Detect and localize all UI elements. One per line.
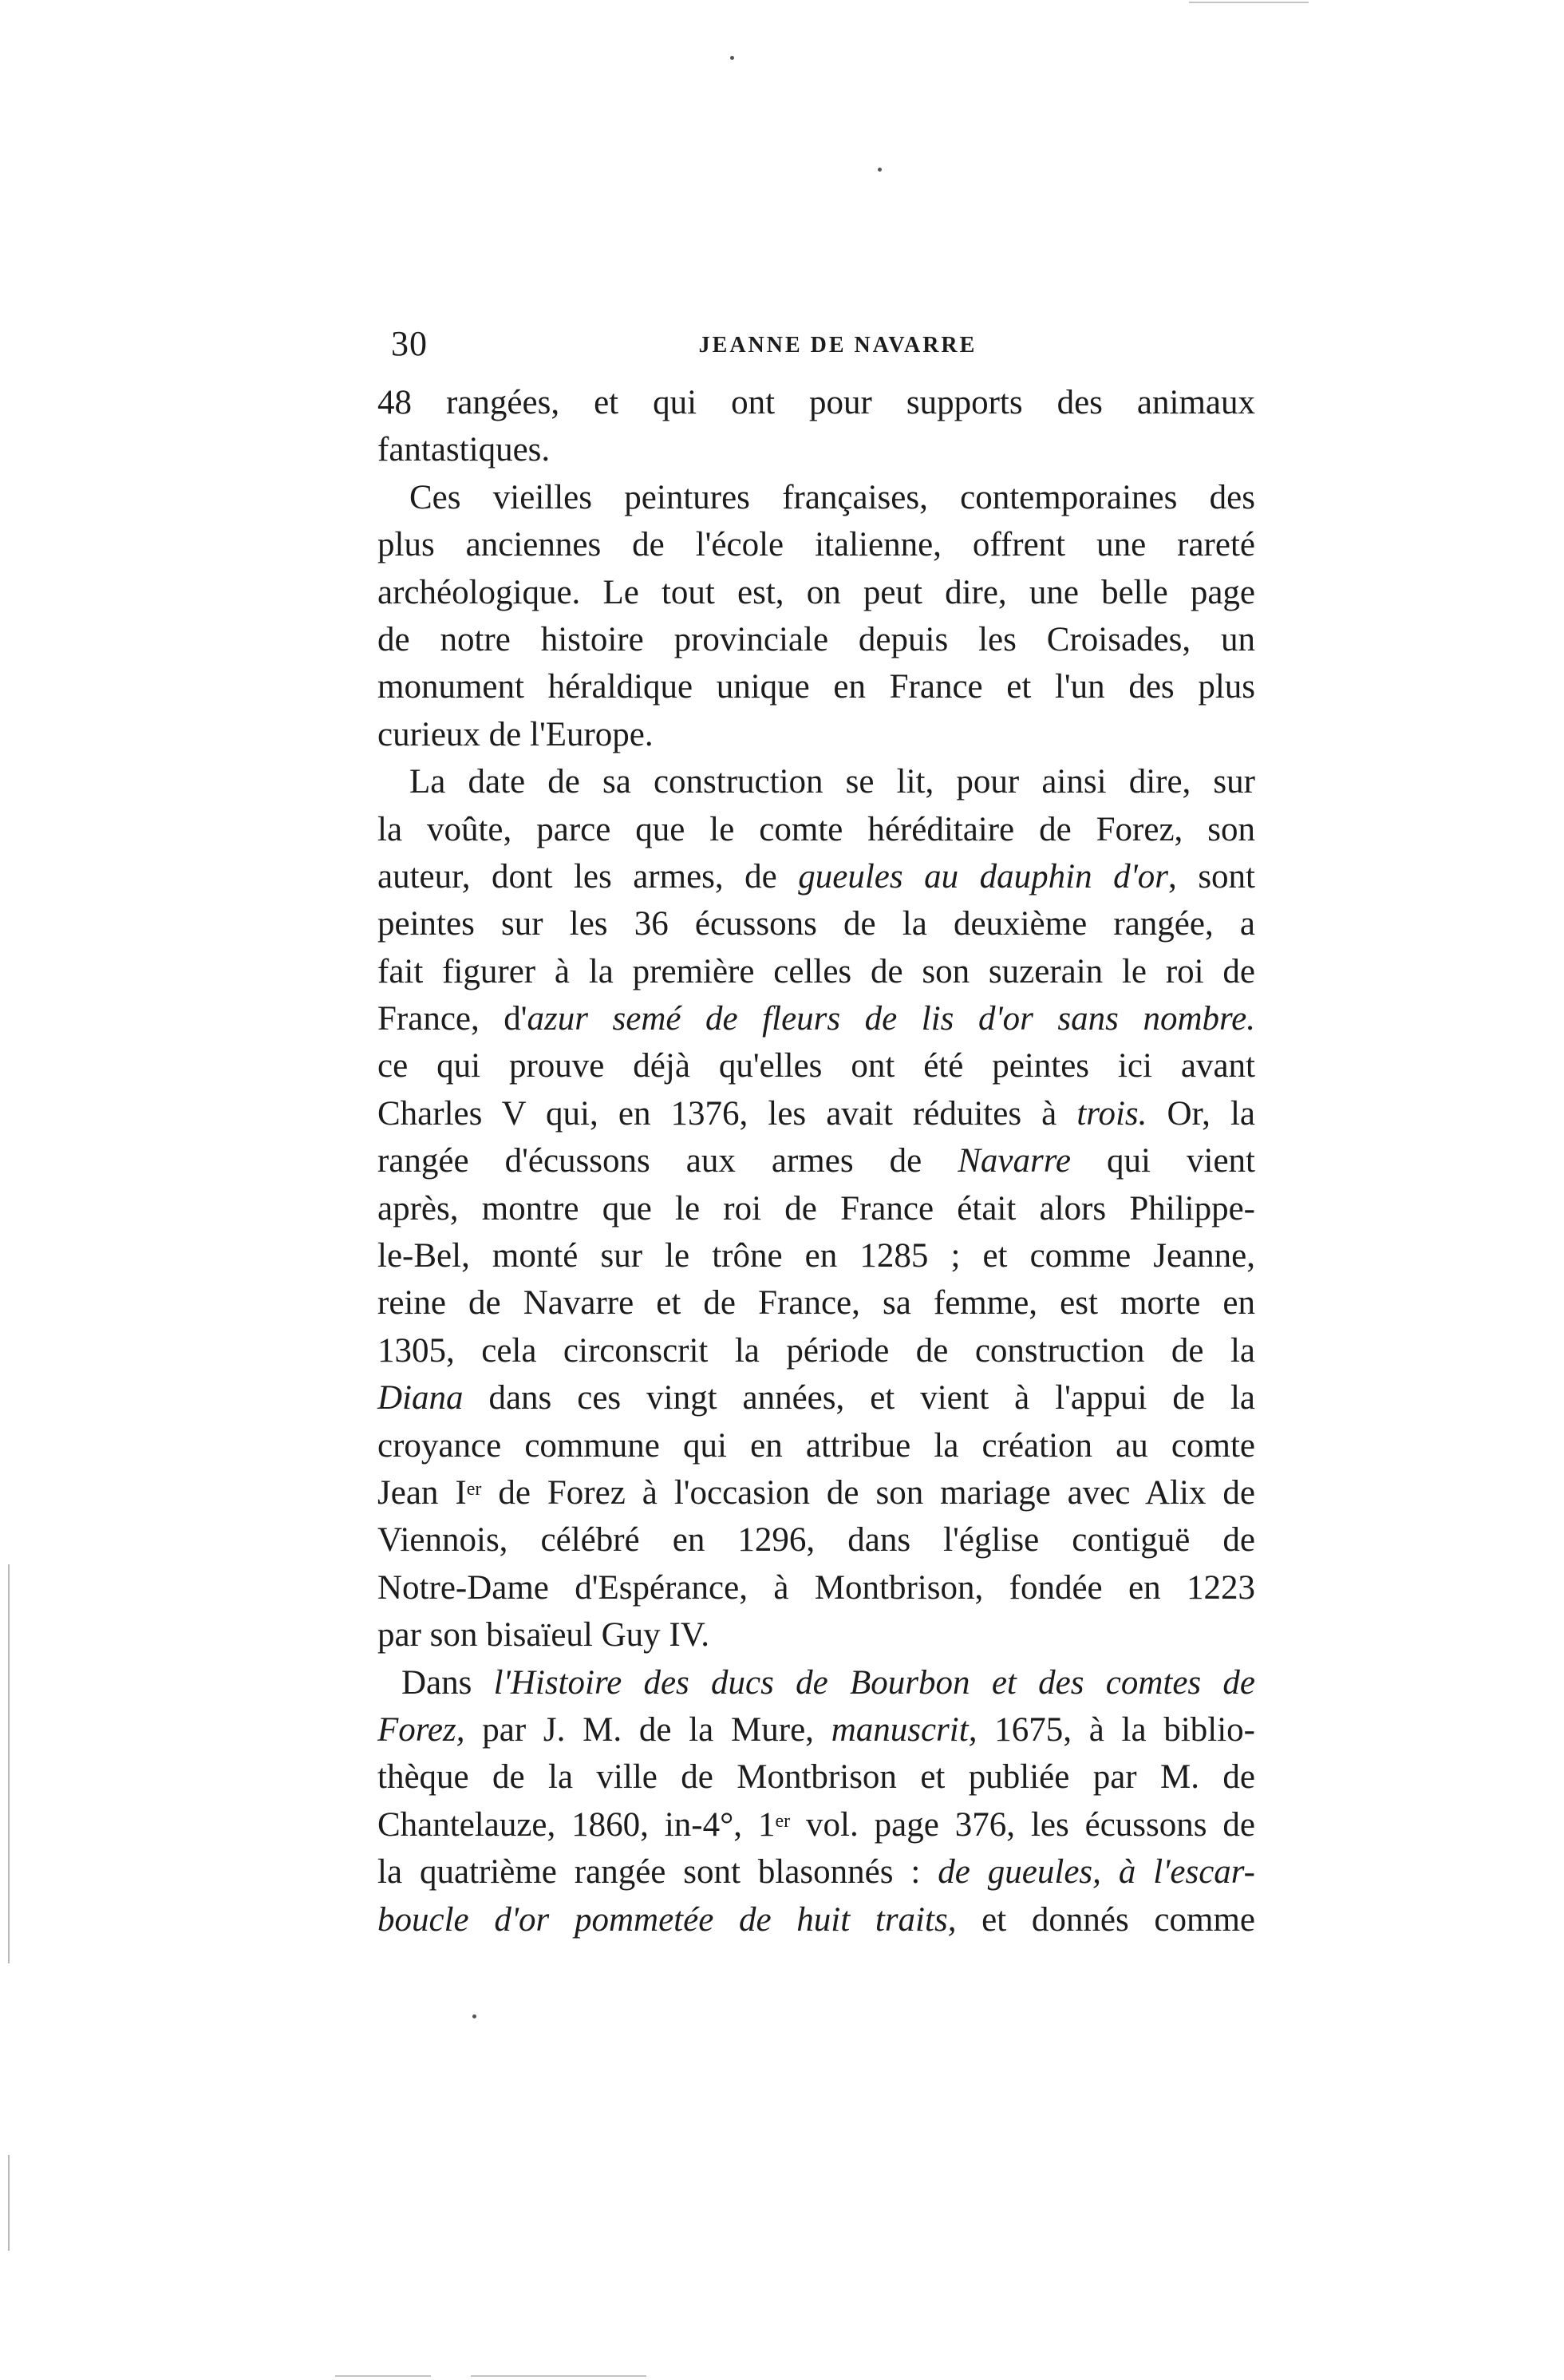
text-run: la quatrième rangée sont blasonnés :: [377, 1853, 921, 1892]
italic-run: gueules au dauphin d'or: [798, 857, 1169, 895]
text-line: Viennois, célébré en 1296, dans l'église contiguë de: [377, 1521, 1255, 1560]
text-run: qui vient: [1070, 1142, 1255, 1180]
text-run: , sont: [1168, 857, 1255, 895]
italic-run: l'Histoire des ducs de Bourbon et des comtes de: [493, 1663, 1256, 1702]
text-run: vol. page 376, les écussons de: [790, 1805, 1256, 1844]
text-line: archéologique. Le tout est, on peut dire, une belle page: [377, 573, 1255, 611]
text-line: après, montre que le roi de France était alors Philippe-: [377, 1189, 1255, 1228]
text-line: [377, 1801, 1255, 1848]
scan-speck: [878, 168, 882, 172]
text-line: curieux de l'Europe.: [377, 715, 654, 753]
text-run: auteur, dont les armes, de: [377, 857, 777, 895]
italic-run: boucle d'or pommetée de huit traits,: [377, 1900, 957, 1939]
text-line: fantastiques.: [377, 431, 551, 469]
text-line: plus anciennes de l'école italienne, offrent une rareté: [377, 526, 1255, 564]
text-line: [377, 1706, 1255, 1753]
page-header: [391, 323, 1253, 371]
text-line: 1305, cela circonscrit la période de construction de la: [377, 1331, 1255, 1370]
scan-edge-mark: [471, 2375, 646, 2377]
text-line: La date de sa construction se lit, pour ainsi dire, sur: [409, 763, 1255, 801]
scan-speck: [730, 56, 734, 60]
text-line: [377, 1896, 1255, 1943]
text-run: France, d': [377, 1000, 527, 1038]
text-line: de notre histoire provinciale depuis les Croisades, un: [377, 620, 1255, 658]
running-title: JEANNE DE NAVARRE: [698, 333, 978, 358]
text-run: et donnés comme: [956, 1900, 1255, 1939]
text-line: thèque de la ville de Montbrison et publiée par M. de: [377, 1758, 1255, 1797]
text-run: rangée d'écussons aux armes de: [377, 1142, 922, 1180]
text-line: reine de Navarre et de France, sa femme, est morte en: [377, 1284, 1255, 1322]
text-line: [377, 1374, 1255, 1421]
italic-run: azur semé de fleurs de lis d'or sans nombre.: [527, 1000, 1255, 1038]
text-line: [377, 1090, 1255, 1137]
italic-run: Navarre: [958, 1142, 1071, 1180]
scan-edge-mark: [335, 2375, 431, 2377]
text-run: 1675, à la biblio-: [977, 1710, 1255, 1749]
scan-speck: [472, 2014, 476, 2018]
text-run: de Forez à l'occasion de son mariage avec Alix de: [481, 1473, 1255, 1512]
italic-run: Diana: [377, 1379, 464, 1417]
text-line: [377, 1469, 1255, 1516]
text-line: fait figurer à la première celles de son suzerain le roi de: [377, 952, 1255, 990]
scan-margin-mark: [8, 2155, 10, 2251]
scan-edge-mark: [1189, 2, 1309, 3]
text-run: Jean I: [377, 1473, 467, 1512]
text-line: 48 rangées, et qui ont pour supports des animaux: [377, 384, 1255, 421]
text-run: Charles V qui, en 1376, les avait réduites à: [377, 1094, 1057, 1133]
text-line: la voûte, parce que le comte héréditaire de Forez, son: [377, 810, 1255, 848]
text-line: Notre-Dame d'Espérance, à Montbrison, fondée en 1223: [377, 1568, 1255, 1607]
text-line: Ces vieilles peintures françaises, contemporaines des: [409, 478, 1255, 516]
text-line: monument héraldique unique en France et l'un des plus: [377, 668, 1255, 706]
body-text: [377, 379, 1255, 1943]
text-line: [377, 1659, 1255, 1706]
italic-run: Forez,: [377, 1710, 465, 1749]
text-run: Chantelauze, 1860, in-4°, 1: [377, 1805, 776, 1844]
text-line: [377, 1137, 1255, 1184]
text-line: ce qui prouve déjà qu'elles ont été peintes ici avant: [377, 1047, 1255, 1085]
text-line: [377, 995, 1255, 1042]
page-number: 30: [391, 324, 428, 363]
italic-run: de gueules, à l'escar-: [938, 1853, 1255, 1892]
scan-margin-mark: [8, 1564, 10, 1963]
italic-run: trois.: [1076, 1094, 1147, 1133]
text-line: peintes sur les 36 écussons de la deuxième rangée, a: [377, 905, 1255, 943]
text-line: [377, 1848, 1255, 1896]
text-line: le-Bel, monté sur le trône en 1285 ; et comme Jeanne,: [377, 1237, 1255, 1275]
text-run: Dans: [401, 1663, 472, 1702]
superscript: er: [466, 1478, 482, 1500]
italic-run: manuscrit,: [831, 1710, 978, 1749]
text-run: Or, la: [1147, 1094, 1256, 1133]
text-run: dans ces vingt années, et vient à l'appui de la: [463, 1379, 1255, 1417]
text-line: [377, 853, 1255, 900]
text-line: par son bisaïeul Guy IV.: [377, 1616, 710, 1655]
superscript: er: [775, 1810, 791, 1832]
text-run: par J. M. de la Mure,: [464, 1710, 814, 1749]
text-line: croyance commune qui en attribue la création au comte: [377, 1426, 1255, 1465]
